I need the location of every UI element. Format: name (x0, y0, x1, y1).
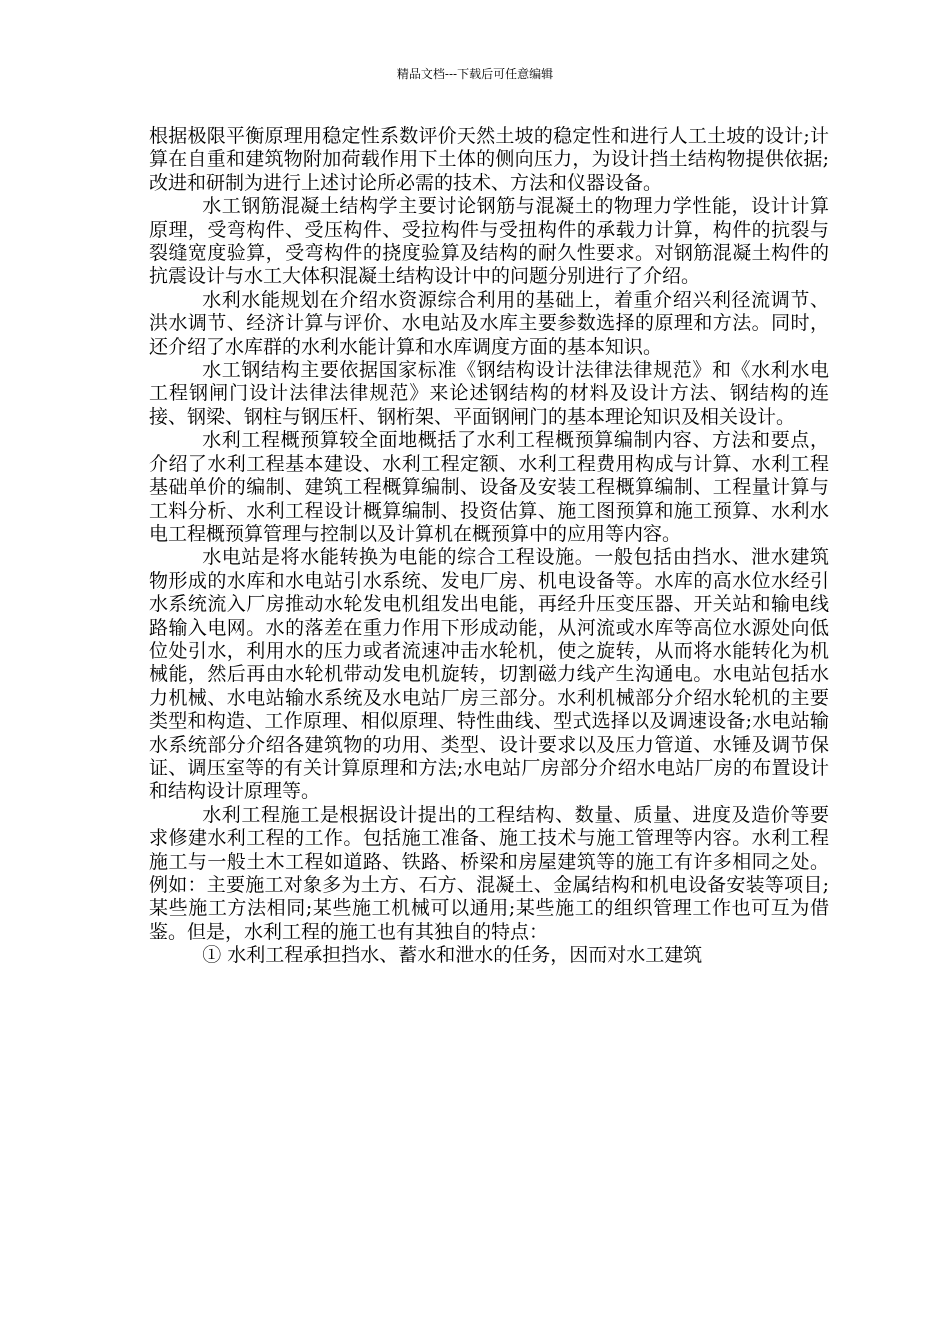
paragraph: 水电站是将水能转换为电能的综合工程设施。一般包括由挡水、泄水建筑物形成的水库和水电站引水系统、发电厂房、机电设备等。水库的高水位水经引水系统流入厂房推动水轮发电机组发出电能，再经升压变压器、开关站和输电线路输入电网。水的落差在重力作用下形成动能，从河流或水库等高位水源处向低位处引水，利用水的压力或者流速冲击水轮机，使之旋转，从而将水能转化为机械能，然后再由水轮机带动发电机旋转，切割磁力线产生沟通电。水电站包括水力机械、水电站输水系统及水电站厂房三部分。水利机械部分介绍水轮机的主要类型和构造、工作原理、相似原理、特性曲线、型式选择以及调速设备;水电站输水系统部分介绍各建筑物的功用、类型、设计要求以及压力管道、水锤及调节保证、调压室等的有关计算原理和方法;水电站厂房部分介绍水电站厂房的布置设计和结构设计原理等。 (149, 546, 829, 803)
document-body (149, 125, 829, 968)
paragraph: 水利工程概预算较全面地概括了水利工程概预算编制内容、方法和要点，介绍了水利工程基本建设、水利工程定额、水利工程费用构成与计算、水利工程基础单价的编制、建筑工程概算编制、设备及安装工程概算编制、工程量计算与工料分析、水利工程设计概算编制、投资估算、施工图预算和施工预算、水利水电工程概预算管理与控制以及计算机在概预算中的应用等内容。 (149, 429, 829, 545)
paragraph: 水工钢筋混凝土结构学主要讨论钢筋与混凝土的物理力学性能，设计计算原理，受弯构件、受压构件、受拉构件与受扭构件的承载力计算，构件的抗裂与裂缝宽度验算，受弯构件的挠度验算及结构的耐久性要求。对钢筋混凝土构件的抗震设计与水工大体积混凝土结构设计中的问题分别进行了介绍。 (149, 195, 829, 288)
paragraph: 水工钢结构主要依据国家标准《钢结构设计法律法律规范》和《水利水电工程钢闸门设计法律法律规范》来论述钢结构的材料及设计方法、钢结构的连接、钢梁、钢柱与钢压杆、钢桁架、平面钢闸门的基本理论知识及相关设计。 (149, 359, 829, 428)
paragraph: 根据极限平衡原理用稳定性系数评价天然土坡的稳定性和进行人工土坡的设计;计算在自重和建筑物附加荷载作用下土体的侧向压力，为设计挡土结构物提供依据;改进和研制为进行上述讨论所必需的技术、方法和仪器设备。 (149, 125, 829, 194)
paragraph: 水利工程施工是根据设计提出的工程结构、数量、质量、进度及造价等要求修建水利工程的工作。包括施工准备、施工技术与施工管理等内容。水利工程施工与一般土木工程如道路、铁路、桥梁和房屋建筑等的施工有许多相同之处。例如：主要施工对象多为土方、石方、混凝土、金属结构和机电设备安装等项目;某些施工方法相同;某些施工机械可以通用;某些施工的组织管理工作也可互为借鉴。但是，水利工程的施工也有其独自的特点： (149, 803, 829, 943)
page-header: 精品文档---下载后可任意编辑 (396, 67, 554, 81)
paragraph: 水利水能规划在介绍水资源综合利用的基础上，着重介绍兴利径流调节、洪水调节、经济计算与评价、水电站及水库主要参数选择的原理和方法。同时，还介绍了水库群的水利水能计算和水库调度方面的基本知识。 (149, 288, 829, 358)
paragraph: ① 水利工程承担挡水、蓄水和泄水的任务，因而对水工建筑 (202, 944, 703, 967)
